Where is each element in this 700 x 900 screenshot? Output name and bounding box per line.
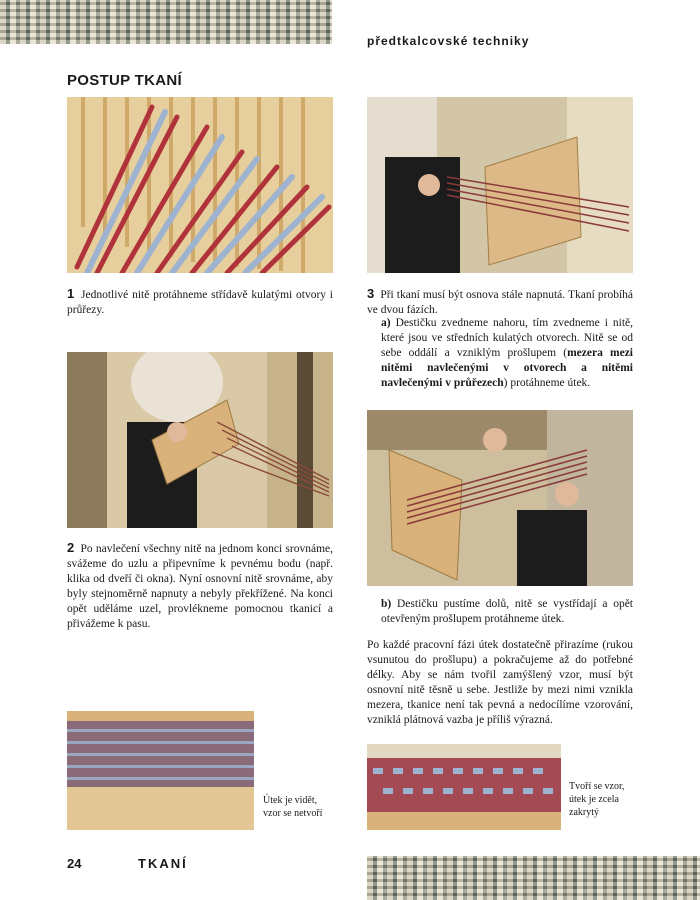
photo-lowering-board xyxy=(367,410,633,586)
step-3-number: 3 xyxy=(367,286,375,301)
step-2-number: 2 xyxy=(67,540,75,555)
photo-lifting-board xyxy=(367,97,633,273)
caption-left: Útek je vidět, vzor se netvoří xyxy=(263,795,323,819)
step-3a-emphasis: mezera mezi nitěmi navlečenými v otvorech a nitěmi navlečenými v průřezech xyxy=(381,347,634,389)
step-2-body: Po navlečení všechny nitě na jednom konci srovnáme, svážeme do uzlu a připevníme k pevnému bodu (např. klika od dveří či okna). Nyní osnovní nitě srovnáme, aby byly stejnoměrně napnuty a nebyly překřížené. Na konci opět uděláme uzel, provlékneme pomocnou tkanicí a přivážeme k pasu. xyxy=(67,543,334,630)
step-1-text xyxy=(67,286,333,318)
footer-title: TKANÍ xyxy=(138,856,188,871)
photo-woven-sample-plain xyxy=(67,711,254,830)
step-1-body: Jednotlivé nitě protáhneme střídavě kulatými otvory i průřezy. xyxy=(67,289,333,316)
step-3a-text xyxy=(381,316,633,391)
decorative-band-top xyxy=(0,0,332,44)
step-3a-label: a) xyxy=(381,317,391,329)
photo-threading-board xyxy=(67,97,333,273)
step-2-text xyxy=(67,540,333,632)
step-3b-text xyxy=(381,597,633,627)
section-label: předtkalcovské techniky xyxy=(367,34,530,48)
caption-right: Tvoří se vzor, útek je zcela zakrytý xyxy=(569,781,625,818)
closing-paragraph: Po každé pracovní fázi útek dostatečně přirazíme (rukou vsunutou do prošlupu) a pokračujeme až do potřebné délky. Aby se nám tvořil zamýšlený vzor, musí být osnovní nitě těsně u sebe. Jestliže by mezi nimi vznikla mezera, tkanice není tak pevná a nedocílíme vzorování, vzniklá plátnová vazba je příliš výrazná. xyxy=(367,639,633,726)
step-3a-body-1: Destičku zvedneme nahoru, tím zvedneme i nitě, které jsou ve středních kulatých otvorech. Nitě se od sebe oddálí a vzniklým prošlupem ( xyxy=(381,317,634,359)
step-3-intro-text: Při tkaní musí být osnova stále napnutá. Tkaní probíhá ve dvou fázích. xyxy=(367,289,634,316)
decorative-band-bottom xyxy=(367,856,700,900)
photo-woven-sample-pattern xyxy=(367,744,561,830)
photo-tensioned-warp xyxy=(67,352,333,528)
page-title: POSTUP TKANÍ xyxy=(67,72,183,89)
step-3b-body: Destičku pustíme dolů, nitě se vystřídají a opět otevřeným prošlupem protáhneme útek. xyxy=(381,598,634,625)
page-number: 24 xyxy=(67,856,82,871)
step-3b-label: b) xyxy=(381,598,392,610)
step-1-number: 1 xyxy=(67,286,75,301)
step-3a-body-2: ) protáhneme útek. xyxy=(503,377,591,389)
step-3-intro xyxy=(367,286,633,318)
